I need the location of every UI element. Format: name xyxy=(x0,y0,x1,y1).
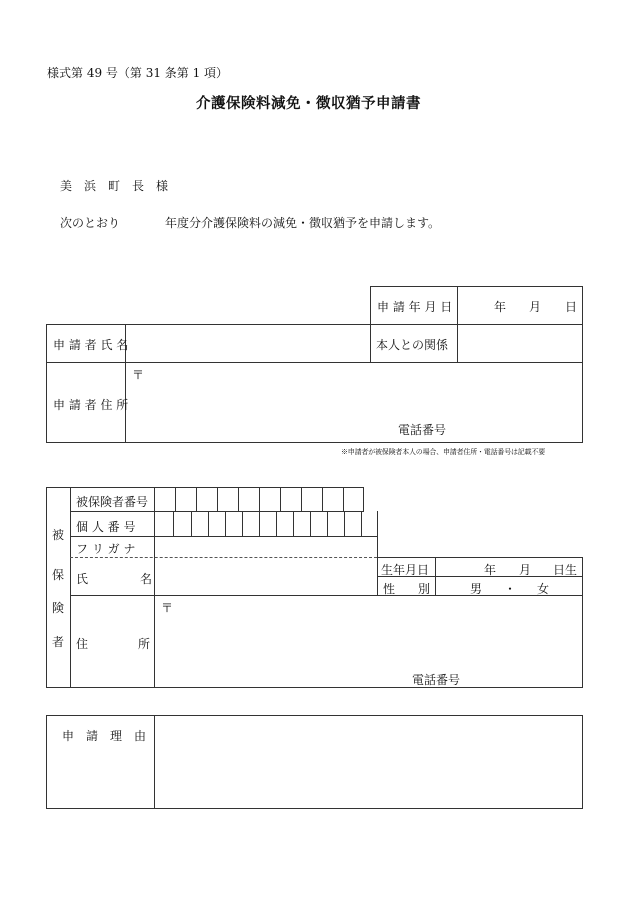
request-prefix: 次のとおり xyxy=(60,216,121,230)
personal-number-field[interactable] xyxy=(155,512,377,536)
sex-label-1: 性 xyxy=(383,582,396,596)
applicant-name-label: 申 請 者 氏 名 xyxy=(53,338,129,352)
sex-label-2: 別 xyxy=(418,582,431,596)
sex-separator: ・ xyxy=(504,582,517,596)
relation-label: 本人との関係 xyxy=(376,338,449,352)
applicant-address-field[interactable] xyxy=(127,364,581,441)
insured-address-field[interactable] xyxy=(155,597,581,686)
insured-number-field[interactable] xyxy=(155,488,363,511)
insured-postal-mark: 〒 xyxy=(161,601,174,615)
furigana-label: フ リ ガ ナ xyxy=(76,542,136,556)
insured-phone-label: 電話番号 xyxy=(412,673,461,687)
insured-side-char-3: 険 xyxy=(52,601,65,615)
relation-field[interactable] xyxy=(459,326,581,361)
birth-date-label: 生年月日 xyxy=(381,563,430,577)
birth-date-field[interactable] xyxy=(436,558,581,576)
applicant-postal-mark: 〒 xyxy=(132,368,145,382)
applicant-name-field[interactable] xyxy=(127,326,368,361)
form-number: 様式第 49 号（第 31 条第 1 項） xyxy=(47,66,229,80)
insured-side-char-2: 保 xyxy=(52,568,65,582)
request-text: 年度分介護保険料の減免・徴収猶予を申請します。 xyxy=(165,216,441,230)
date-month-label: 月 xyxy=(529,300,542,314)
applicant-address-label: 申 請 者 住 所 xyxy=(53,398,129,412)
insured-side-char-1: 被 xyxy=(52,528,65,542)
insured-name-field[interactable] xyxy=(155,558,377,595)
insured-address-label-1: 住 xyxy=(76,637,89,651)
furigana-field[interactable] xyxy=(155,537,377,557)
sex-male-option[interactable]: 男 xyxy=(470,582,483,596)
insured-name-label-1: 氏 xyxy=(76,572,89,586)
insured-number-label: 被保険者番号 xyxy=(76,495,149,509)
recipient: 美 浜 町 長 様 xyxy=(60,179,169,193)
applicant-note: ※申請者が被保険者本人の場合、申請者住所・電話番号は記載不要 xyxy=(341,448,545,456)
birth-year-label: 年 xyxy=(484,563,497,577)
reason-field[interactable] xyxy=(156,717,581,807)
birth-month-label: 月 xyxy=(519,563,532,577)
date-year-label: 年 xyxy=(494,300,507,314)
birth-day-label: 日生 xyxy=(553,563,578,577)
insured-side-char-4: 者 xyxy=(52,635,65,649)
insured-address-label-2: 所 xyxy=(138,637,151,651)
reason-label: 申 請 理 由 xyxy=(62,729,147,743)
date-day-label: 日 xyxy=(565,300,578,314)
page-title: 介護保険料減免・徴収猶予申請書 xyxy=(196,95,421,112)
insured-name-label-2: 名 xyxy=(140,572,153,586)
personal-number-label: 個 人 番 号 xyxy=(76,520,136,534)
application-date-label: 申 請 年 月 日 xyxy=(377,300,453,314)
applicant-phone-label: 電話番号 xyxy=(398,423,447,437)
sex-female-option[interactable]: 女 xyxy=(537,582,550,596)
